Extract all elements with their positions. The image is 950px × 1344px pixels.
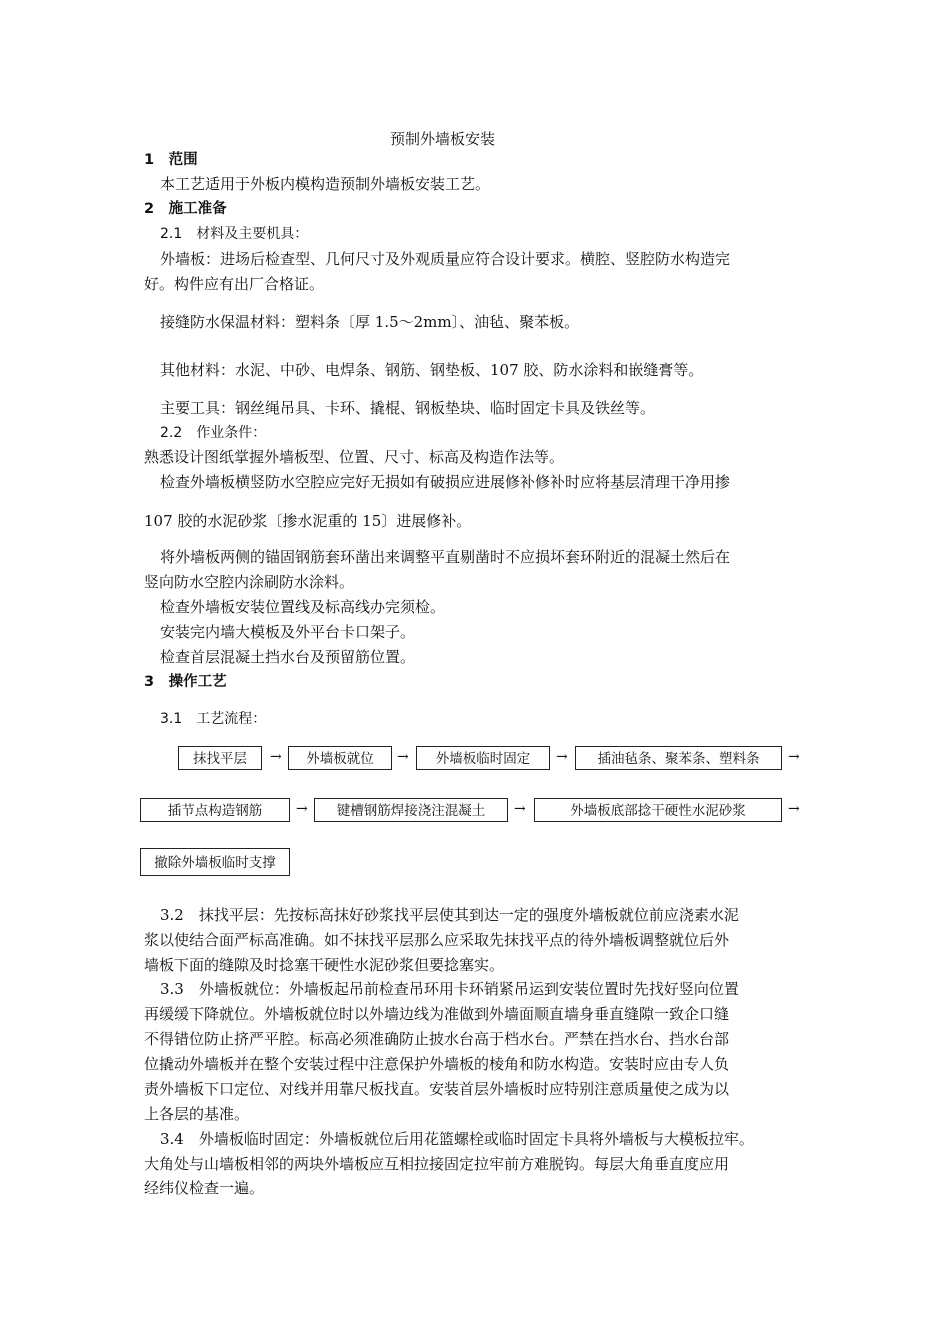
flow-arrow: → bbox=[270, 749, 282, 765]
paragraph: 3.3 外墙板就位：外墙板起吊前检查吊环用卡环销紧吊运到安装位置时先找好竖向位置 bbox=[160, 980, 739, 998]
paragraph: 熟悉设计图纸掌握外墙板型、位置、尺寸、标高及构造作法等。 bbox=[144, 448, 565, 466]
flow-step: 键槽钢筋焊接浇注混凝土 bbox=[314, 798, 508, 822]
flow-arrow: → bbox=[788, 801, 800, 817]
section-1-heading: 1 范围 bbox=[144, 152, 198, 168]
paragraph: 不得错位防止挤严平腔。标高必须准确防止披水台高于档水台。严禁在挡水台、挡水台部 bbox=[144, 1030, 730, 1048]
paragraph: 位撬动外墙板并在整个安装过程中注意保护外墙板的棱角和防水构造。安装时应由专人负 bbox=[144, 1055, 730, 1073]
flow-arrow: → bbox=[397, 749, 409, 765]
paragraph: 接缝防水保温材料：塑料条〔厚 1.5～2mm〕、油毡、聚苯板。 bbox=[160, 313, 580, 331]
page-title: 预制外墙板安装 bbox=[390, 130, 496, 148]
paragraph: 再缓缓下降就位。外墙板就位时以外墙边线为准做到外墙面顺直墙身垂直缝隙一致企口缝 bbox=[144, 1005, 730, 1023]
flow-step: 撤除外墙板临时支撑 bbox=[140, 848, 290, 876]
paragraph: 检查外墙板横竖防水空腔应完好无损如有破损应进展修补修补时应将基层清理干净用掺 bbox=[160, 473, 731, 491]
paragraph: 浆以使结合面严标高准确。如不抹找平层那么应采取先抹找平点的待外墙板调整就位后外 bbox=[144, 931, 730, 949]
flow-step: 外墙板底部捻干硬性水泥砂浆 bbox=[534, 798, 782, 822]
paragraph: 本工艺适用于外板内模构造预制外墙板安装工艺。 bbox=[160, 175, 491, 193]
paragraph: 好。构件应有出厂合格证。 bbox=[144, 275, 325, 293]
paragraph: 上各层的基准。 bbox=[144, 1105, 250, 1123]
paragraph: 责外墙板下口定位、对线并用靠尺板找直。安装首层外墙板时应特别注意质量使之成为以 bbox=[144, 1080, 730, 1098]
flow-arrow: → bbox=[556, 749, 568, 765]
paragraph: 检查首层混凝土挡水台及预留筋位置。 bbox=[160, 648, 416, 666]
subsection-2-2-heading: 2.2 作业条件： bbox=[160, 425, 267, 441]
subsection-3-1-heading: 3.1 工艺流程： bbox=[160, 711, 267, 727]
flow-arrow: → bbox=[296, 801, 308, 817]
flow-step: 外墙板就位 bbox=[288, 746, 392, 770]
subsection-2-1-heading: 2.1 材料及主要机具： bbox=[160, 226, 309, 242]
paragraph: 其他材料：水泥、中砂、电焊条、钢筋、钢垫板、107 胶、防水涂料和嵌缝膏等。 bbox=[160, 361, 704, 379]
paragraph: 经纬仪检查一遍。 bbox=[144, 1179, 265, 1197]
paragraph: 107 胶的水泥砂浆〔掺水泥重的 15〕进展修补。 bbox=[144, 512, 472, 530]
paragraph: 将外墙板两侧的锚固钢筋套环凿出来调整平直剔凿时不应损坏套环附近的混凝土然后在 bbox=[160, 548, 731, 566]
section-3-heading: 3 操作工艺 bbox=[144, 674, 227, 690]
flow-step: 抹找平层 bbox=[178, 746, 262, 770]
flow-arrow: → bbox=[788, 749, 800, 765]
paragraph: 外墙板：进场后检查型、几何尺寸及外观质量应符合设计要求。横腔、竖腔防水构造完 bbox=[160, 250, 731, 268]
section-2-heading: 2 施工准备 bbox=[144, 201, 227, 217]
flow-arrow: → bbox=[514, 801, 526, 817]
flow-step: 插油毡条、聚苯条、塑料条 bbox=[575, 746, 782, 770]
paragraph: 安装完内墙大模板及外平台卡口架子。 bbox=[160, 623, 416, 641]
flow-step: 插节点构造钢筋 bbox=[140, 798, 290, 822]
flow-step: 外墙板临时固定 bbox=[416, 746, 550, 770]
paragraph: 墙板下面的缝隙及时捻塞干硬性水泥砂浆但要捻塞实。 bbox=[144, 956, 505, 974]
paragraph: 检查外墙板安装位置线及标高线办完须检。 bbox=[160, 598, 446, 616]
paragraph: 主要工具：钢丝绳吊具、卡环、撬棍、钢板垫块、临时固定卡具及铁丝等。 bbox=[160, 399, 656, 417]
paragraph: 大角处与山墙板相邻的两块外墙板应互相拉接固定拉牢前方难脱钩。每层大角垂直度应用 bbox=[144, 1155, 730, 1173]
paragraph: 3.4 外墙板临时固定：外墙板就位后用花篮螺栓或临时固定卡具将外墙板与大模板拉牢。 bbox=[160, 1130, 754, 1148]
paragraph: 3.2 抹找平层：先按标高抹好砂浆找平层使其到达一定的强度外墙板就位前应浇素水泥 bbox=[160, 906, 739, 924]
paragraph: 竖向防水空腔内涂刷防水涂料。 bbox=[144, 573, 355, 591]
